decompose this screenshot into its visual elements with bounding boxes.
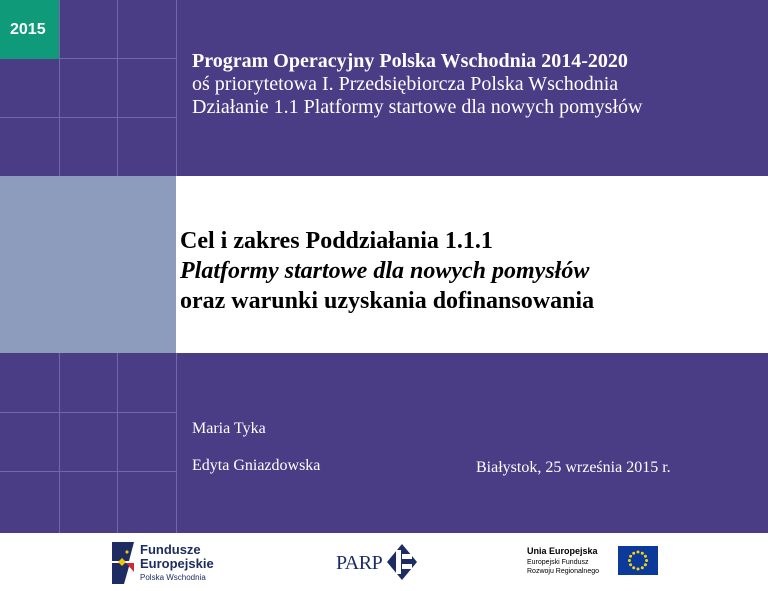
grid-line-horizontal [0, 412, 176, 413]
unia-europejska-logo [527, 545, 659, 581]
eu-logo-subtitle-1: Europejski Fundusz [527, 559, 589, 566]
eu-logo-subtitle-2: Rozwoju Regionalnego [527, 568, 599, 575]
eu-flag-icon [618, 546, 658, 575]
author-name: Maria Tyka [192, 420, 266, 437]
program-heading [192, 50, 752, 119]
parp-logo-icon [387, 544, 417, 580]
grid-line-horizontal [0, 471, 176, 472]
year-badge: 2015 [0, 0, 59, 59]
grid-line-vertical [176, 0, 177, 176]
fe-logo-line-1: Fundusze [140, 542, 201, 557]
presentation-title [180, 226, 740, 316]
author-name: Edyta Gniazdowska [192, 457, 321, 474]
grid-line-vertical [59, 0, 60, 176]
parp-wordmark: PARP [336, 552, 383, 574]
presentation-title-line-1: Cel i zakres Poddziałania 1.1.1 [180, 228, 493, 254]
presentation-title-line-2: Platformy startowe dla nowych pomysłów [180, 258, 590, 284]
presentation-title-line-3: oraz warunki uzyskania dofinansowania [180, 288, 595, 314]
eu-logo-title: Unia Europejska [527, 546, 598, 556]
eu-stars-icon [618, 546, 658, 575]
title-side-panel [0, 176, 176, 353]
grid-line-vertical [117, 353, 118, 533]
grid-line-vertical [117, 0, 118, 176]
event-date-place: Białystok, 25 września 2015 r. [476, 459, 671, 476]
program-title: Program Operacyjny Polska Wschodnia 2014-2020 [192, 50, 628, 72]
grid-line-horizontal [0, 117, 176, 118]
fe-logo-line-2: Europejskie [140, 556, 214, 571]
parp-logo [336, 544, 420, 580]
program-measure: Działanie 1.1 Platformy startowe dla nowych pomysłów [192, 96, 643, 118]
grid-line-vertical [176, 353, 177, 533]
fe-logo-line-3: Polska Wschodnia [140, 573, 206, 582]
fundusze-europejskie-logo [112, 542, 232, 584]
fundusze-europejskie-logo-icon [112, 542, 134, 584]
grid-line-vertical [59, 353, 60, 533]
program-axis: oś priorytetowa I. Przedsiębiorcza Polska Wschodnia [192, 73, 619, 95]
